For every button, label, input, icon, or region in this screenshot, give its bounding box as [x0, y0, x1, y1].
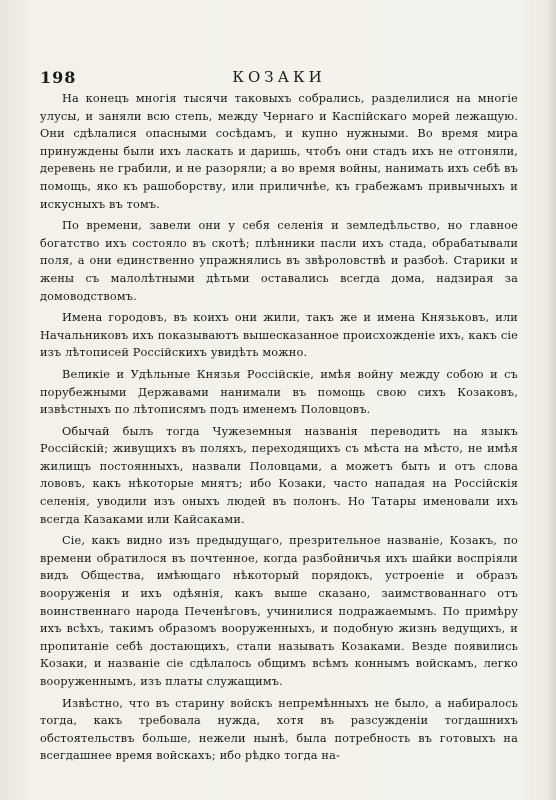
paragraph: Обычай былъ тогда Чужеземныя названія переводить на языкъ Россійскій; живущихъ въ поляхъ, переходящихъ съ мѣста на мѣсто, не имѣя жилищъ постоянныхъ, назвали Половцами, а можетъ быть и отъ слова лововъ, какъ нѣкоторые мнятъ; ибо Козаки, часто нападая на Россійскія селенія, уводили изъ оныхъ людей въ полонъ. Но Татары именовали ихъ всегда Казаками или Кайсаками.: [40, 424, 518, 526]
paragraph: Имена городовъ, въ коихъ они жили, такъ же и имена Князьковъ, или Начальниковъ ихъ показываютъ вышесказанное происхожденіе ихъ, какъ сіе изъ лѣтописей Россійскихъ увидѣть можно.: [40, 311, 518, 360]
paragraph: На конецъ многія тысячи таковыхъ собрались, разделилися на многіе улусы, и заняли всю степь, между Чернаго и Каспійскаго морей лежащую. Они сдѣлалися опасными сосѣдамъ, и купно нужными. Во время мира принуждены были ихъ ласкать и даришь, чтобъ они стадъ ихъ не отгоняли, деревень не грабили, и не разоряли; а во время войны, нанимать ихъ себѣ въ помощь, яко къ рашоборству, или приличнѣе, къ грабежамъ привычныхъ и искусныхъ въ томъ.: [40, 92, 518, 211]
page-header: [40, 60, 518, 90]
running-head: КОЗАКИ: [232, 68, 326, 86]
paragraph: Великіе и Удѣльные Князья Россійскіе, имѣя войну между собою и съ порубежными Державами нанимали въ помощь свою сихъ Козаковъ, извѣстныхъ по лѣтописямъ подъ именемъ Половцовъ.: [40, 367, 518, 417]
page-edge-shadow: [548, 0, 556, 800]
page-number: 198: [40, 68, 77, 87]
paragraph: Извѣстно, что въ старину войскъ непремѣнныхъ не было, а набиралось тогда, какъ требовала нужда, хотя въ разсужденіи тогдашнихъ обстоятельствъ больше, нежели нынѣ, была потребность въ готовыхъ на всегдашнее время войскахъ; ибо рѣдко тогда на-: [40, 696, 518, 763]
paragraph: Сіе, какъ видно изъ предыдущаго, презрительное названіе, Козакъ, по времени обратилося въ почтенное, когда разбойничья ихъ шайки воспріяли видъ Общества, имѣющаго нѣкоторый порядокъ, устроеніе и образъ вооруженія и ихъ одѣянія, какъ выше сказано, заимствованнаго отъ воинственнаго народа Печенѣговъ, учинилися подражаемымъ. По примѣру ихъ всѣхъ, такимъ образомъ вооруженныхъ, и подобную жизнь ведущихъ, и пропитаніе себѣ достающихъ, стали называть Козаками. Везде появились Козаки, и названіе сіе сдѣлалось общимъ всѣмъ коннымъ войскамъ, легко вооруженнымъ, изъ платы служащимъ.: [40, 534, 518, 688]
body-text: [40, 90, 518, 765]
paragraph: По времени, завели они у себя селенія и земледѣльство, но главное богатство ихъ состояло въ скотѣ; плѣнники пасли ихъ стада, обрабатывали поля, а они единственно упражнялись въ звѣроловствѣ и разбоѣ. Старики и жены съ малолѣтными дѣтьми оставались всегда дома, надзирая за домоводствомъ.: [40, 219, 518, 303]
